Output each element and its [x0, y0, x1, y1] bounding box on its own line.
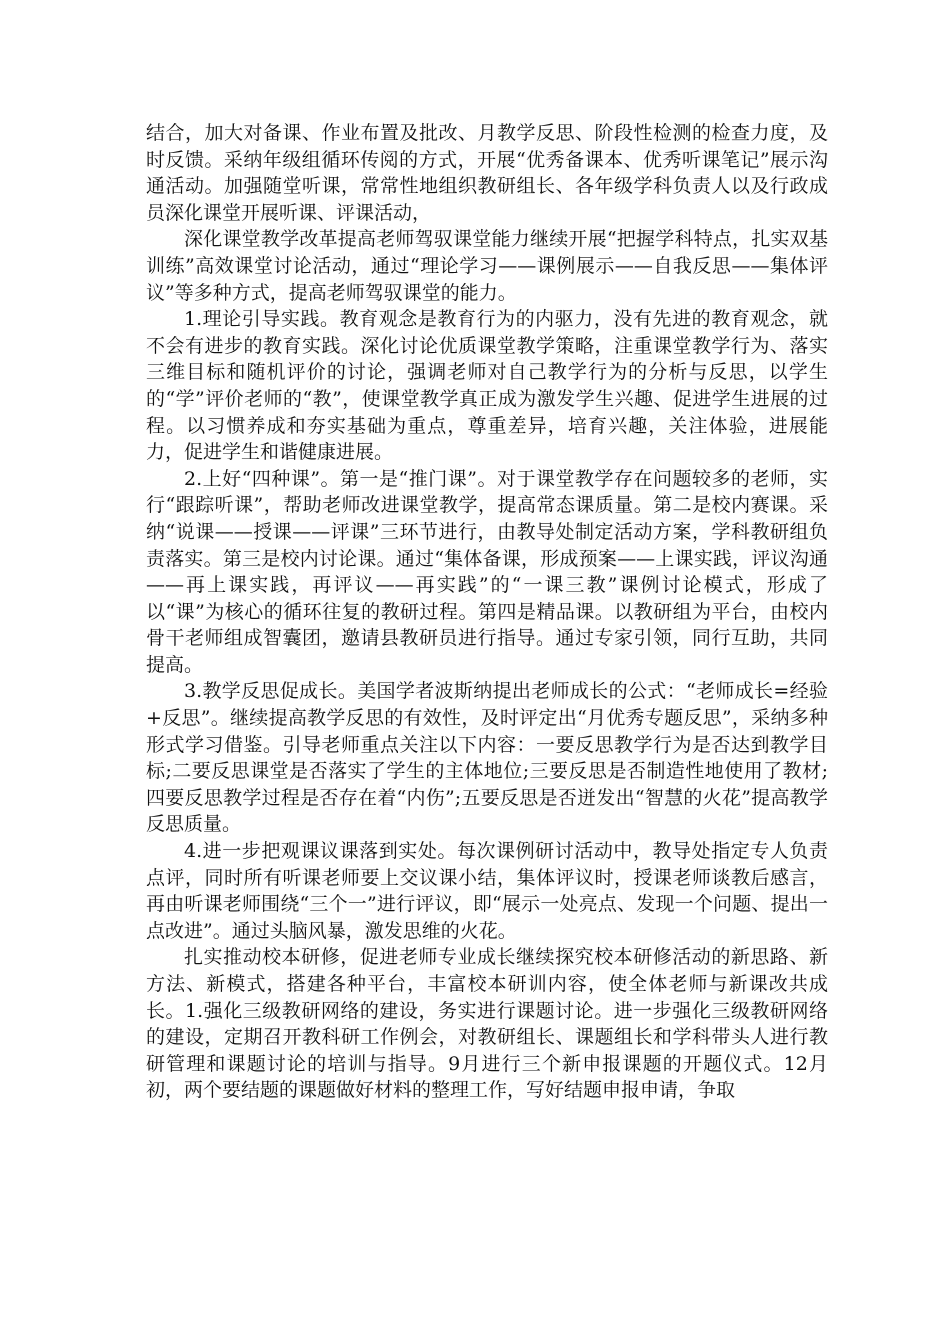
paragraph-3: 1.理论引导实践。教育观念是教育行为的内驱力，没有先进的教育观念，就不会有进步的教育实践。深化讨论优质课堂教学策略，注重课堂教学行为、落实三维目标和随机评价的讨论，强调老师对自己教学行为的分析与反思，以学生的“学”评价老师的“教”，使课堂教学真正成为激发学生兴趣、促进学生进展的过程。以习惯养成和夯实基础为重点，尊重差异，培育兴趣，关注体验，进展能力，促进学生和谐健康进展。: [146, 308, 828, 464]
paragraph-4: 2.上好“四种课”。第一是“推门课”。对于课堂教学存在问题较多的老师，实行“跟踪听课”，帮助老师改进课堂教学，提高常态课质量。第二是校内赛课。采纳“说课——授课——评课”三环节进行，由教导处制定活动方案，学科教研组负责落实。第三是校内讨论课。通过“集体备课，形成预案——上课实践，评议沟通——再上课实践，再评议——再实践”的“一课三教”课例讨论模式，形成了以“课”为核心的循环往复的教研过程。第四是精品课。以教研组为平台，由校内骨干老师组成智囊团，邀请县教研员进行指导。通过专家引领，同行互助，共同提高。: [146, 467, 828, 676]
paragraph-6: 4.进一步把观课议课落到实处。每次课例研讨活动中，教导处指定专人负责点评，同时所有听课老师要上交议课小结，集体评议时，授课老师谈教后感言，再由听课老师围绕“三个一”进行评议，即“展示一处亮点、发现一个问题、提出一点改进”。通过头脑风暴，激发思维的火花。: [146, 840, 828, 942]
paragraph-5: 3.教学反思促成长。美国学者波斯纳提出老师成长的公式：“老师成长=经验+反思”。继续提高教学反思的有效性，及时评定出“月优秀专题反思”，采纳多种形式学习借鉴。引导老师重点关注以下内容：一要反思教学行为是否达到教学目标;二要反思课堂是否落实了学生的主体地位;三要反思是否制造性地使用了教材;四要反思教学过程是否存在着“内伤”;五要反思是否迸发出“智慧的火花”提高教学反思质量。: [146, 680, 828, 836]
document-body: [146, 120, 828, 1104]
paragraph-2: 深化课堂教学改革提高老师驾驭课堂能力继续开展“把握学科特点，扎实双基训练”高效课堂讨论活动，通过“理论学习——课例展示——自我反思——集体评议”等多种方式，提高老师驾驭课堂的能力。: [146, 228, 828, 304]
paragraph-7: 扎实推动校本研修，促进老师专业成长继续探究校本研修活动的新思路、新方法、新模式，搭建各种平台，丰富校本研训内容，使全体老师与新课改共成长。1.强化三级教研网络的建设，务实进行课题讨论。进一步强化三级教研网络的建设，定期召开教科研工作例会，对教研组长、课题组长和学科带头人进行教研管理和课题讨论的培训与指导。9月进行三个新申报课题的开题仪式。12月初，两个要结题的课题做好材料的整理工作，写好结题申报申请，争取: [146, 946, 828, 1102]
paragraph-1: 结合，加大对备课、作业布置及批改、月教学反思、阶段性检测的检查力度，及时反馈。采纳年级组循环传阅的方式，开展“优秀备课本、优秀听课笔记”展示沟通活动。加强随堂听课，常常性地组织教研组长、各年级学科负责人以及行政成员深化课堂开展听课、评课活动，: [146, 122, 828, 224]
